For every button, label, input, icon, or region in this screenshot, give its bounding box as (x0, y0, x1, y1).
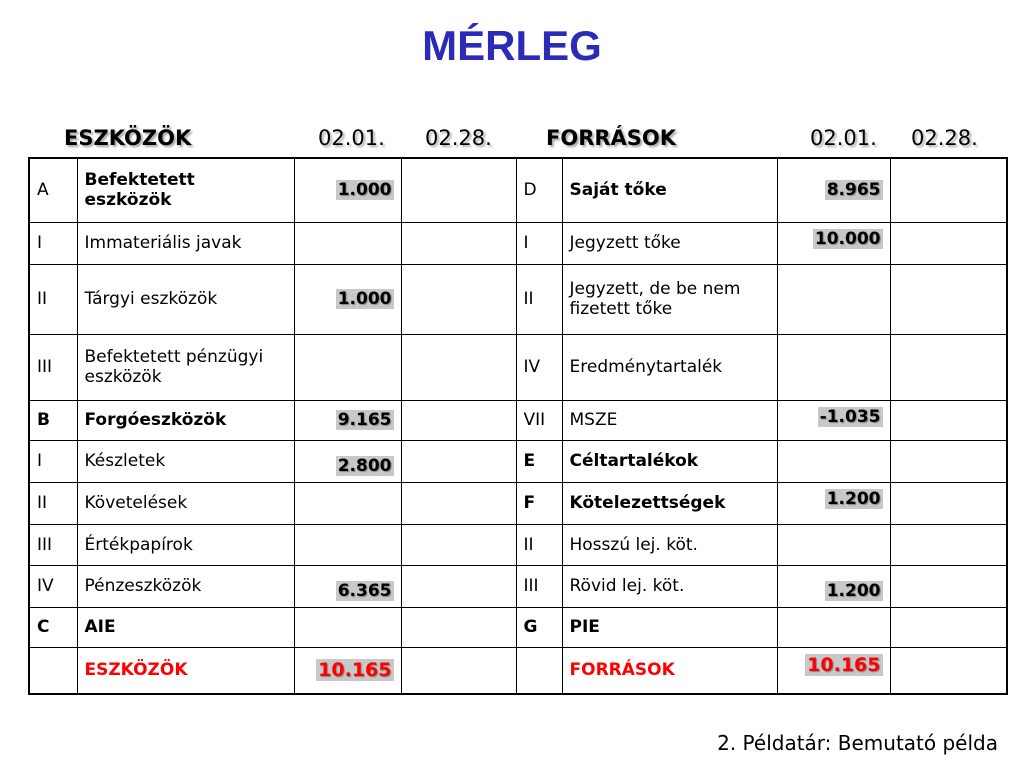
asset-value-0228 (401, 565, 516, 607)
asset-value-0201 (294, 607, 401, 647)
asset-value-0201 (294, 222, 401, 264)
liability-value-text: 1.200 (826, 488, 881, 509)
assets-total-label: ESZKÖZÖK (77, 647, 294, 694)
liability-label: Jegyzett tőke (562, 222, 777, 264)
liability-label: Hosszú lej. köt. (562, 524, 777, 565)
balance-sheet-table (28, 157, 1008, 695)
liabilities-date2-header: 02.28. (911, 126, 978, 150)
liability-label: Rövid lej. köt. (562, 565, 777, 607)
liability-code: I (516, 222, 562, 264)
assets-total-value-text: 10.165 (318, 659, 392, 682)
liability-value-0228 (890, 222, 1007, 264)
asset-label: Tárgyi eszközök (77, 264, 294, 334)
table-row (29, 607, 1007, 647)
liabilities-total-value-text: 10.165 (807, 653, 881, 676)
asset-value-text: 2.800 (337, 455, 392, 476)
liability-value-text: 1.200 (826, 580, 881, 601)
liability-value-0228 (890, 607, 1007, 647)
liabilities-total-value-0201 (777, 647, 890, 694)
asset-code: I (29, 440, 77, 482)
table-row (29, 158, 1007, 222)
asset-code: II (29, 482, 77, 524)
liability-label: Eredménytartalék (562, 334, 777, 400)
asset-code: A (29, 158, 77, 222)
asset-value-text: 1.000 (337, 180, 392, 201)
total-row (29, 647, 1007, 694)
assets-date1-header: 02.01. (318, 126, 385, 150)
asset-label: Követelések (77, 482, 294, 524)
liability-value-0228 (890, 565, 1007, 607)
liability-code: G (516, 607, 562, 647)
asset-value-text: 9.165 (337, 410, 392, 430)
liability-value-0201 (777, 440, 890, 482)
liabilities-date1-header: 02.01. (810, 126, 877, 150)
liability-value-0201 (777, 158, 890, 222)
liability-value-0201 (777, 482, 890, 524)
liability-value-0228 (890, 482, 1007, 524)
asset-value-0228 (401, 524, 516, 565)
asset-code: III (29, 334, 77, 400)
asset-code: C (29, 607, 77, 647)
liability-value-0228 (890, 264, 1007, 334)
table-row (29, 400, 1007, 440)
asset-value-0228 (401, 607, 516, 647)
liabilities-total-label: FORRÁSOK (562, 647, 777, 694)
liability-value-0201 (777, 524, 890, 565)
liabilities-header: FORRÁSOK (546, 126, 677, 150)
liability-value-0201 (777, 334, 890, 400)
asset-value-0228 (401, 334, 516, 400)
asset-value-0201 (294, 565, 401, 607)
liability-value-0201 (777, 264, 890, 334)
liability-value-text: 8.965 (826, 180, 881, 201)
table-row (29, 524, 1007, 565)
liability-value-0201 (777, 222, 890, 264)
liability-value-0228 (890, 158, 1007, 222)
asset-value-0228 (401, 400, 516, 440)
liability-label: Jegyzett, de be nem fizetett tőke (562, 264, 777, 334)
assets-date2-header: 02.28. (425, 126, 492, 150)
liability-code: VII (516, 400, 562, 440)
asset-value-text: 6.365 (337, 580, 392, 601)
asset-code: I (29, 222, 77, 264)
asset-value-0228 (401, 158, 516, 222)
asset-label: AIE (77, 607, 294, 647)
liability-code (516, 647, 562, 694)
table-row (29, 264, 1007, 334)
asset-code: II (29, 264, 77, 334)
liability-code: III (516, 565, 562, 607)
table-row (29, 334, 1007, 400)
liability-code: II (516, 264, 562, 334)
asset-value-0201 (294, 264, 401, 334)
table-row (29, 440, 1007, 482)
asset-value-0228 (401, 482, 516, 524)
liability-value-0228 (890, 440, 1007, 482)
asset-code (29, 647, 77, 694)
asset-label: Pénzeszközök (77, 565, 294, 607)
liability-code: F (516, 482, 562, 524)
liability-value-text: -1.035 (819, 406, 881, 427)
asset-label: Befektetett pénzügyi eszközök (77, 334, 294, 400)
asset-value-0228 (401, 222, 516, 264)
asset-value-0201 (294, 524, 401, 565)
liability-value-0228 (890, 400, 1007, 440)
liability-value-0201 (777, 607, 890, 647)
asset-value-0201 (294, 400, 401, 440)
table-row (29, 222, 1007, 264)
asset-label: Immateriális javak (77, 222, 294, 264)
asset-label: Értékpapírok (77, 524, 294, 565)
table-row (29, 482, 1007, 524)
asset-value-text: 1.000 (337, 289, 392, 309)
asset-label: Készletek (77, 440, 294, 482)
asset-code: III (29, 524, 77, 565)
asset-value-0201 (294, 440, 401, 482)
asset-value-0201 (294, 334, 401, 400)
liability-code: E (516, 440, 562, 482)
table-row (29, 565, 1007, 607)
asset-value-0228 (401, 264, 516, 334)
asset-value-0228 (401, 440, 516, 482)
assets-header: ESZKÖZÖK (64, 126, 192, 150)
liability-label: PIE (562, 607, 777, 647)
liability-code: IV (516, 334, 562, 400)
liability-label: Saját tőke (562, 158, 777, 222)
liability-value-0201 (777, 400, 890, 440)
liability-label: Céltartalékok (562, 440, 777, 482)
liability-label: Kötelezettségek (562, 482, 777, 524)
asset-value-0228 (401, 647, 516, 694)
asset-label: Befektetett eszközök (77, 158, 294, 222)
liability-value-0201 (777, 565, 890, 607)
assets-total-value-0201 (294, 647, 401, 694)
liability-value-text: 10.000 (814, 228, 881, 249)
page-title: MÉRLEG (422, 22, 602, 69)
liability-label: MSZE (562, 400, 777, 440)
liability-code: D (516, 158, 562, 222)
asset-code: IV (29, 565, 77, 607)
asset-code: B (29, 400, 77, 440)
asset-label: Forgóeszközök (77, 400, 294, 440)
footer-caption: 2. Példatár: Bemutató példa (717, 731, 998, 755)
liability-value-0228 (890, 647, 1007, 694)
asset-value-0201 (294, 158, 401, 222)
asset-value-0201 (294, 482, 401, 524)
liability-value-0228 (890, 334, 1007, 400)
liability-code: II (516, 524, 562, 565)
liability-value-0228 (890, 524, 1007, 565)
